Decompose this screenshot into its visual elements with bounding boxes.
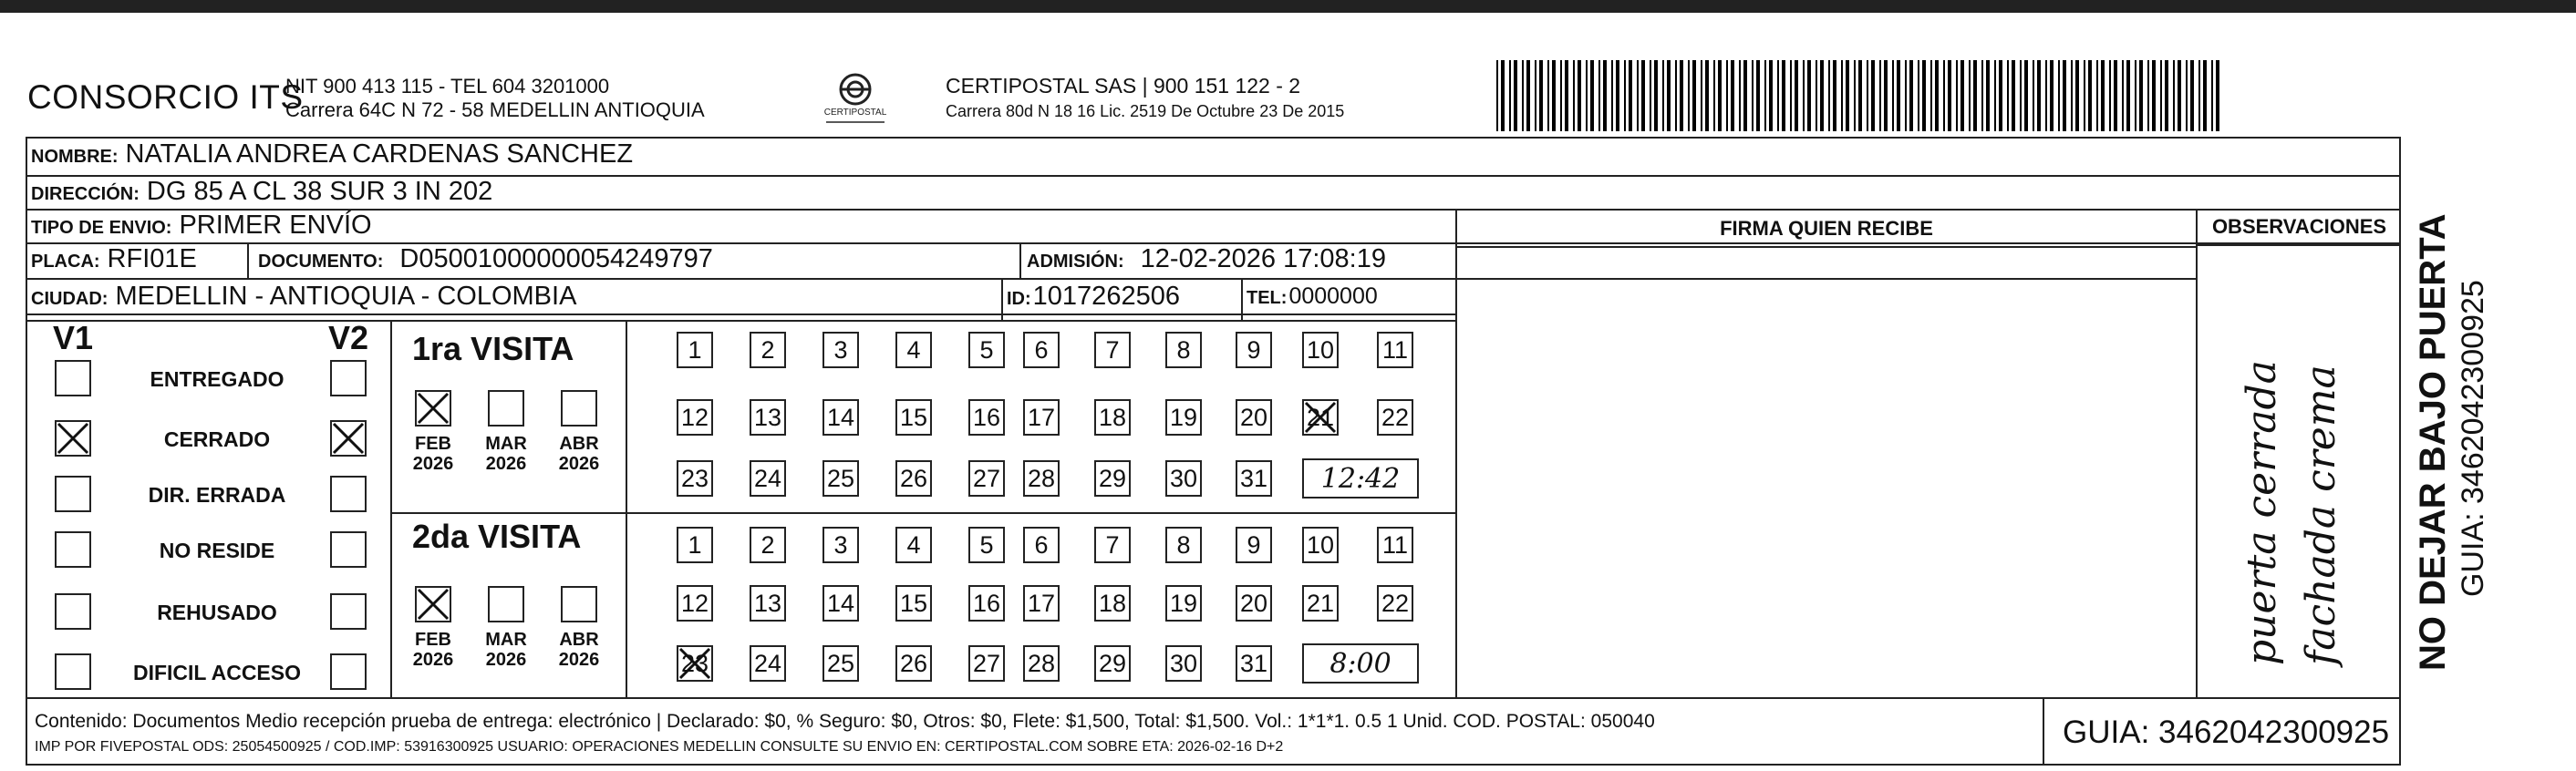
type-field [31, 211, 372, 241]
day-box[interactable]: 25 [822, 645, 859, 682]
document-field [258, 244, 713, 274]
month-year: 2026 [412, 454, 454, 474]
day-box[interactable]: 30 [1165, 460, 1202, 497]
day-box[interactable]: 7 [1094, 527, 1131, 563]
nit-line: NIT 900 413 115 - TEL 604 3201000 [285, 75, 610, 98]
type-value: PRIMER ENVÍO [179, 211, 372, 240]
footer-imp: IMP POR FIVEPOSTAL ODS: 25054500925 / COD.IMP: 53916300925 USUARIO: OPERACIONES MEDELLIN CONSULTE SU ENVIO EN: CERTIPOSTAL.COM SOBRE ETA: 2026-02-16 D+2 [35, 739, 1284, 755]
day-box[interactable]: 21 [1302, 585, 1339, 622]
x-mark [415, 390, 451, 427]
day-box[interactable]: 8 [1165, 527, 1202, 563]
month-checkbox[interactable] [488, 390, 524, 427]
city-label: CIUDAD: [31, 289, 109, 309]
divider [626, 320, 627, 697]
x-mark [55, 420, 91, 457]
name-value: NATALIA ANDREA CARDENAS SANCHEZ [125, 139, 634, 169]
day-box[interactable]: 11 [1377, 527, 1413, 563]
day-box[interactable]: 2 [750, 332, 786, 368]
v2-checkbox[interactable] [330, 531, 367, 568]
admission-field [1027, 244, 1386, 274]
second-visit-title: 2da VISITA [412, 518, 582, 555]
x-mark [1302, 399, 1339, 436]
month-year: 2026 [412, 650, 454, 670]
day-box[interactable]: 30 [1165, 645, 1202, 682]
v1-checkbox[interactable] [55, 360, 91, 396]
day-box[interactable]: 3 [822, 527, 859, 563]
day-box[interactable]: 19 [1165, 399, 1202, 436]
day-box[interactable]: 10 [1302, 332, 1339, 368]
plate-value: RFI01E [107, 244, 197, 273]
divider [1241, 278, 1243, 320]
observation-line2: fachada crema [2298, 365, 2344, 665]
month-label [410, 434, 456, 474]
tel-value: 0000000 [1288, 283, 1378, 309]
name-label: NOMBRE: [31, 147, 119, 167]
day-box[interactable]: 19 [1165, 585, 1202, 622]
divider [2196, 244, 2401, 246]
v2-header: V2 [328, 319, 369, 356]
divider [26, 320, 1455, 322]
id-label: ID: [1007, 289, 1031, 309]
day-box[interactable]: 27 [968, 460, 1005, 497]
city-field [31, 282, 576, 312]
observation-line1: puerta cerrada [2239, 360, 2285, 665]
day-box[interactable]: 13 [750, 399, 786, 436]
v1-header: V1 [53, 319, 94, 356]
day-box[interactable]: 10 [1302, 527, 1339, 563]
day-box[interactable]: 20 [1236, 585, 1272, 622]
divider [390, 512, 1455, 514]
status-label: DIFICIL ACCESO [132, 661, 301, 684]
month-label [483, 630, 529, 670]
certi-line2: Carrera 80d N 18 16 Lic. 2519 De Octubre 23 De 2015 [946, 102, 1345, 120]
day-box[interactable]: 17 [1023, 399, 1060, 436]
day-box[interactable]: 1 [677, 332, 713, 368]
divider [1455, 209, 1457, 697]
day-box[interactable]: 23 [677, 645, 713, 682]
status-label: CERRADO [163, 427, 271, 451]
month-year: 2026 [485, 454, 527, 474]
signature-column-header: FIRMA QUIEN RECIBE [1720, 217, 1933, 240]
logo-text: CERTIPOSTAL [823, 108, 887, 118]
day-box[interactable]: 9 [1236, 527, 1272, 563]
x-mark [415, 586, 451, 622]
month-year: 2026 [558, 650, 600, 670]
v2-checkbox[interactable] [330, 360, 367, 396]
day-box[interactable]: 5 [968, 527, 1005, 563]
day-box[interactable]: 13 [750, 585, 786, 622]
month-checkbox[interactable] [561, 390, 597, 427]
day-box[interactable]: 25 [822, 460, 859, 497]
divider [2043, 697, 2044, 766]
certi-line1: CERTIPOSTAL SAS | 900 151 122 - 2 [946, 74, 1301, 98]
v1-checkbox[interactable] [55, 653, 91, 690]
month-name: ABR [559, 434, 599, 454]
day-box[interactable]: 4 [895, 527, 932, 563]
day-box[interactable]: 31 [1236, 645, 1272, 682]
month-name: FEB [415, 630, 451, 650]
status-label: ENTREGADO [150, 367, 284, 391]
signature-area[interactable] [1459, 248, 2194, 694]
document-label: DOCUMENTO: [258, 252, 384, 272]
day-box[interactable]: 12 [677, 585, 713, 622]
address-line: Carrera 64C N 72 - 58 MEDELLIN ANTIOQUIA [285, 98, 705, 121]
address-value: DG 85 A CL 38 SUR 3 IN 202 [146, 177, 493, 206]
certipostal-info [946, 73, 1344, 124]
v1-checkbox[interactable] [55, 476, 91, 512]
day-box[interactable]: 4 [895, 332, 932, 368]
day-box[interactable]: 26 [895, 460, 932, 497]
status-label: NO RESIDE [159, 539, 275, 562]
first-visit-title: 1ra VISITA [412, 330, 574, 367]
footer-guia: GUIA: 3462042300925 [2063, 714, 2390, 750]
day-box[interactable]: 22 [1377, 399, 1413, 436]
scan-edge [0, 0, 2576, 13]
day-box[interactable]: 29 [1094, 460, 1131, 497]
day-box[interactable]: 11 [1377, 332, 1413, 368]
day-box[interactable]: 28 [1023, 645, 1060, 682]
plate-field [31, 244, 197, 274]
admission-label: ADMISIÓN: [1027, 252, 1124, 272]
status-label: REHUSADO [157, 601, 277, 624]
day-box[interactable]: 14 [822, 585, 859, 622]
day-box[interactable]: 26 [895, 645, 932, 682]
day-box[interactable]: 8 [1165, 332, 1202, 368]
v2-checkbox[interactable] [330, 653, 367, 690]
month-checkbox[interactable] [488, 586, 524, 622]
status-label: DIR. ERRADA [148, 483, 286, 507]
day-box[interactable]: 21 [1302, 399, 1339, 436]
observations-column-header: OBSERVACIONES [2211, 215, 2387, 238]
divider [1001, 278, 1003, 320]
type-label: TIPO DE ENVIO: [31, 218, 172, 238]
v2-checkbox[interactable] [330, 593, 367, 630]
address-label: DIRECCIÓN: [31, 184, 140, 204]
month-name: FEB [415, 434, 451, 454]
tel-field [1247, 283, 1378, 310]
side-warning: NO DEJAR BAJO PUERTA [2413, 213, 2453, 671]
day-box[interactable]: 1 [677, 527, 713, 563]
divider [247, 242, 249, 278]
x-mark [677, 645, 713, 682]
divider [1019, 242, 1021, 278]
day-box[interactable]: 7 [1094, 332, 1131, 368]
name-field [31, 139, 633, 170]
document-value: D05001000000054249797 [399, 244, 713, 273]
day-box[interactable]: 18 [1094, 399, 1131, 436]
day-box[interactable]: 20 [1236, 399, 1272, 436]
day-box[interactable]: 27 [968, 645, 1005, 682]
day-box[interactable]: 24 [750, 460, 786, 497]
month-checkbox[interactable] [561, 586, 597, 622]
divider [26, 209, 2401, 211]
day-box[interactable]: 5 [968, 332, 1005, 368]
day-box[interactable]: 6 [1023, 527, 1060, 563]
day-box[interactable]: 3 [822, 332, 859, 368]
side-guia: GUIA: 3462042300925 [2456, 280, 2490, 597]
v1-checkbox[interactable] [55, 531, 91, 568]
city-value: MEDELLIN - ANTIOQUIA - COLOMBIA [115, 282, 577, 311]
month-label [556, 434, 602, 474]
divider [2196, 209, 2198, 697]
id-field [1007, 282, 1180, 312]
month-name: MAR [485, 434, 527, 454]
day-box[interactable]: 17 [1023, 585, 1060, 622]
month-name: ABR [559, 630, 599, 650]
day-box[interactable]: 15 [895, 585, 932, 622]
day-box[interactable]: 12 [677, 399, 713, 436]
day-box[interactable]: 15 [895, 399, 932, 436]
certipostal-logo [821, 69, 890, 128]
day-box[interactable]: 23 [677, 460, 713, 497]
v1-checkbox[interactable] [55, 593, 91, 630]
address-field [31, 177, 492, 207]
day-box[interactable]: 29 [1094, 645, 1131, 682]
day-box[interactable]: 28 [1023, 460, 1060, 497]
footer-content: Contenido: Documentos Medio recepción prueba de entrega: electrónico | Declarado: $0, % Seguro: $0, Otros: $0, Flete: $1,500, Total: $1,500. Vol.: 1*1*1. 0.5 1 Unid. COD. POSTAL: 050040 [35, 711, 1655, 732]
visit-time-box[interactable]: 8:00 [1302, 643, 1419, 684]
barcode [1496, 60, 2221, 131]
tel-label: TEL: [1247, 288, 1288, 308]
month-year: 2026 [558, 454, 600, 474]
month-year: 2026 [485, 650, 527, 670]
day-box[interactable]: 31 [1236, 460, 1272, 497]
visit-time-box[interactable]: 12:42 [1302, 458, 1419, 499]
month-label [556, 630, 602, 670]
day-box[interactable]: 2 [750, 527, 786, 563]
day-box[interactable]: 16 [968, 585, 1005, 622]
company-info [285, 75, 705, 122]
month-label [483, 434, 529, 474]
admission-value: 12-02-2026 17:08:19 [1140, 244, 1386, 273]
company-name: CONSORCIO ITS [27, 78, 304, 116]
v2-checkbox[interactable] [330, 476, 367, 512]
month-label [410, 630, 456, 670]
day-box[interactable]: 9 [1236, 332, 1272, 368]
day-box[interactable]: 16 [968, 399, 1005, 436]
divider [26, 697, 2401, 699]
day-box[interactable]: 24 [750, 645, 786, 682]
plate-label: PLACA: [31, 252, 100, 272]
x-mark [330, 420, 367, 457]
day-box[interactable]: 6 [1023, 332, 1060, 368]
id-value: 1017262506 [1032, 282, 1180, 311]
month-name: MAR [485, 630, 527, 650]
day-box[interactable]: 18 [1094, 585, 1131, 622]
day-box[interactable]: 22 [1377, 585, 1413, 622]
divider [390, 320, 392, 697]
day-box[interactable]: 14 [822, 399, 859, 436]
